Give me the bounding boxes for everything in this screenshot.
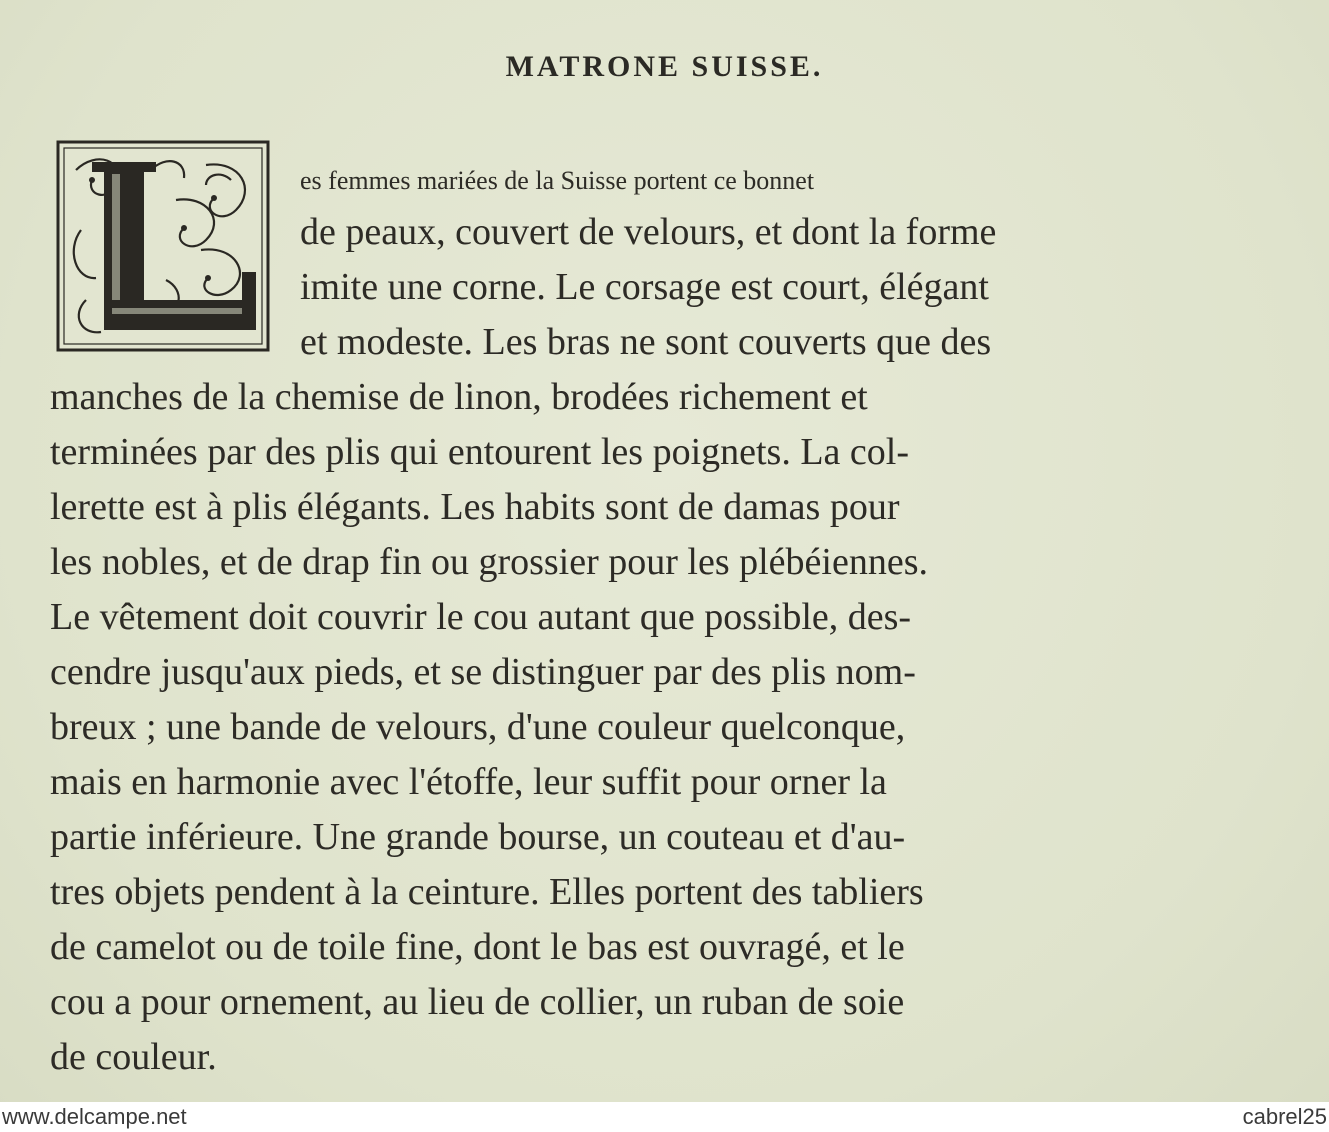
page-title: MATRONE SUISSE. — [505, 50, 824, 83]
text-line: les nobles, et de drap fin ou grossier pour les plébéiennes. — [50, 541, 928, 583]
footer-watermark-right: cabrel25 — [1242, 1104, 1327, 1129]
line-first: es femmes mariées de la Suisse portent ce bonnet — [300, 166, 815, 195]
text-line: Le vêtement doit couvrir le cou autant que possible, des- — [50, 596, 912, 638]
text-line: tres objets pendent à la ceinture. Elles portent des tabliers — [50, 871, 924, 913]
text-line: breux ; une bande de velours, d'une couleur quelconque, — [50, 706, 906, 748]
text-line: terminées par des plis qui entourent les poignets. La col- — [50, 431, 909, 473]
ornamental-dropcap — [56, 140, 270, 352]
text-line: manches de la chemise de linon, brodées richement et — [50, 376, 868, 418]
text-line: lerette est à plis élégants. Les habits sont de damas pour — [50, 486, 900, 528]
footer-bar — [0, 1102, 1329, 1132]
text-line: de camelot ou de toile fine, dont le bas est ouvragé, et le — [50, 926, 905, 968]
text-line: de peaux, couvert de velours, et dont la forme — [300, 211, 997, 253]
text-line — [300, 157, 814, 201]
footer-watermark-left: www.delcampe.net — [2, 1104, 187, 1129]
text-line: de couleur. — [50, 1036, 217, 1078]
text-line: mais en harmonie avec l'étoffe, leur suffit pour orner la — [50, 761, 887, 803]
text-line: cou a pour ornement, au lieu de collier, un ruban de soie — [50, 981, 905, 1023]
text-line: imite une corne. Le corsage est court, élégant — [300, 266, 989, 308]
text-line: et modeste. Les bras ne sont couverts que des — [300, 321, 992, 363]
text-line: cendre jusqu'aux pieds, et se distinguer par des plis nom- — [50, 651, 916, 693]
text-line: partie inférieure. Une grande bourse, un couteau et d'au- — [50, 816, 906, 858]
